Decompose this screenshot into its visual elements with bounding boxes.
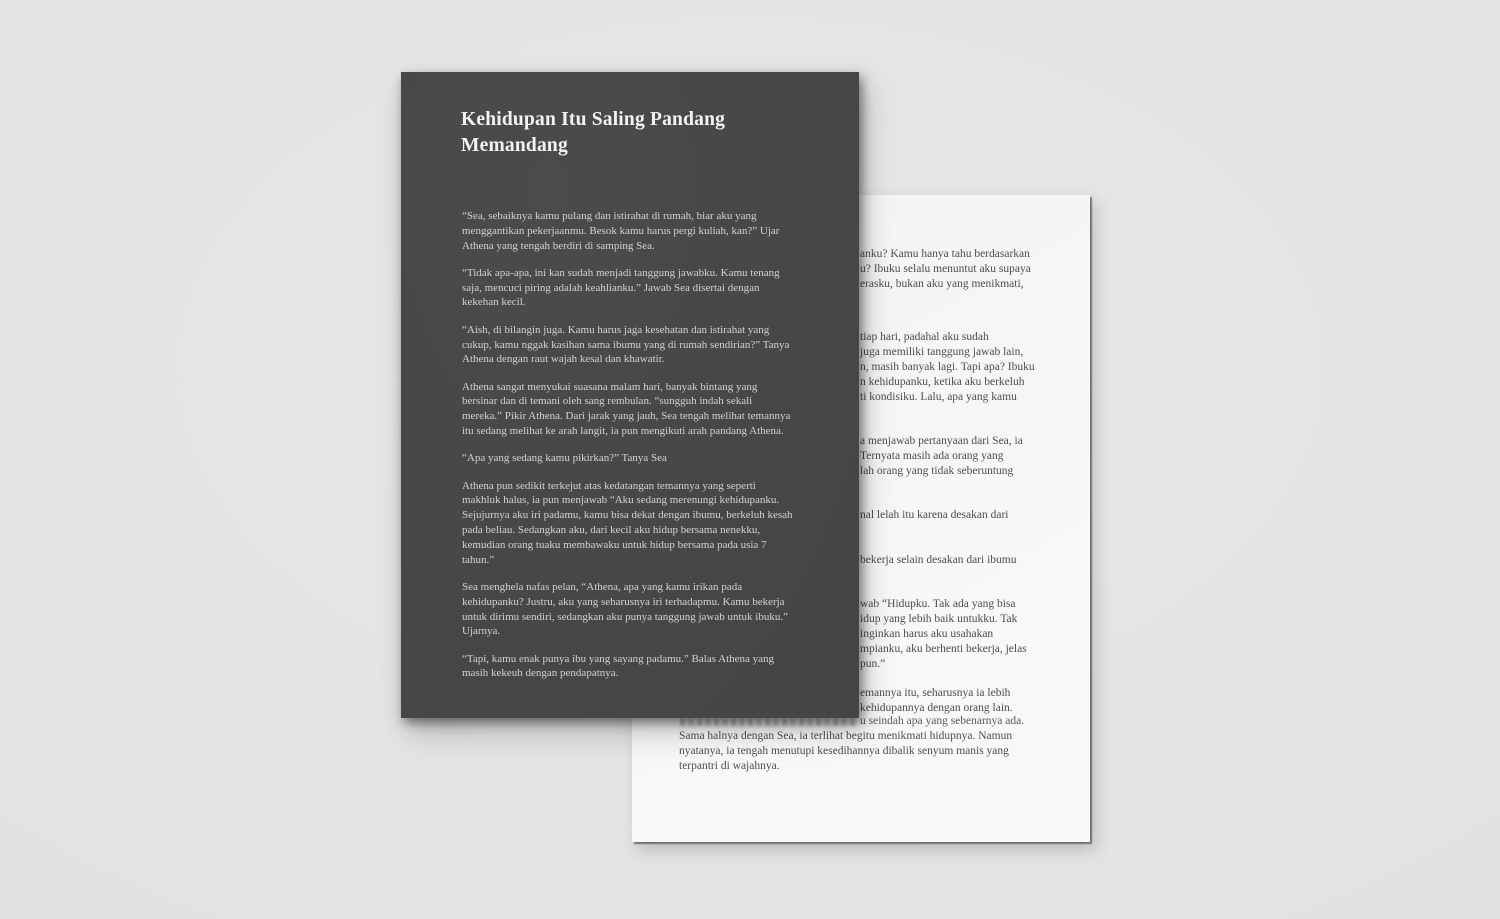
text-line: bersinar dan di temani oleh sang rembulan. “sungguh indah sekali — [462, 395, 753, 408]
shadow-line-fragment: u seindah apa yang sebenarnya ada. — [860, 715, 1025, 727]
front-page-title — [461, 107, 801, 159]
text-line: inginkan harus aku usahakan — [860, 628, 994, 640]
text-line: cukup, kamu nggak kasihan sama ibumu yang di rumah sendirian?” Tanya — [462, 338, 790, 351]
text-line: n kehidupanku, ketika aku berkeluh — [860, 376, 1025, 388]
text-line: erasku, bukan aku yang menikmati, — [860, 278, 1024, 290]
text-line: “Sea, sebaiknya kamu pulang dan istirahat di rumah, biar aku yang — [462, 210, 757, 222]
text-line: emannya itu, seharusnya ia lebih — [860, 687, 1011, 699]
text-line: kemudian orang tuaku membawaku untuk hidup bersama pada usia 7 — [462, 538, 767, 551]
text-line: Ujarnya. — [462, 625, 501, 638]
text-line: nyatanya, ia tengah menutupi kesedihannya dibalik senyum manis yang — [679, 745, 1009, 757]
text-line: saja, mencuci piring adalah keahlianku.” Jawab Sea disertai dengan — [462, 281, 760, 294]
fragment-group — [860, 597, 1027, 672]
text-line: Sea menghela nafas pelan, “Athena, apa yang kamu irikan pada — [462, 580, 743, 593]
text-line: menggantikan pekerjaanmu. Besok kamu harus pergi kuliah, kan?” Ujar — [462, 224, 780, 237]
front-page-body — [462, 209, 802, 694]
fragment-group — [860, 553, 1016, 568]
text-line: Ternyata masih ada orang yang — [860, 450, 1004, 462]
text-line: tiap hari, padahal aku sudah — [860, 331, 989, 343]
blurred-text-line — [680, 718, 858, 726]
text-line: Memandang — [461, 135, 568, 156]
fragment-group — [860, 330, 1035, 405]
text-line: a menjawab pertanyaan dari Sea, ia — [860, 435, 1023, 447]
fragment-group — [860, 434, 1023, 479]
text-line: u? Ibuku selalu menuntut aku supaya — [860, 263, 1031, 275]
text-line: juga memiliki tanggung jawab lain, — [860, 346, 1024, 358]
text-line: makhluk halus, ia pun menjawab “Aku sedang merenungi kehidupanku. — [462, 494, 780, 507]
paragraph — [462, 266, 802, 310]
text-line: Sama halnya dengan Sea, ia terlihat begitu menikmati hidupnya. Namun — [679, 730, 1013, 742]
text-line: masih kekeuh dengan pendapatnya. — [462, 667, 619, 680]
text-line: untuk dirimu sendiri, sedangkan aku punya tanggung jawab untuk ibuku.” — [462, 610, 788, 623]
text-line: “Apa yang sedang kamu pikirkan?” Tanya Sea — [462, 452, 667, 465]
paragraph — [462, 652, 802, 682]
text-line: terpantri di wajahnya. — [679, 760, 780, 772]
text-line: “Tapi, kamu enak punya ibu yang sayang padamu.” Balas Athena yang — [462, 652, 775, 665]
text-line: lah orang yang tidak seberuntung — [860, 465, 1014, 477]
text-line: anku? Kamu hanya tahu berdasarkan — [860, 248, 1030, 260]
text-line: mpianku, aku berhenti bekerja, jelas — [860, 643, 1027, 655]
fragment-group — [860, 508, 1008, 523]
text-line: Kehidupan Itu Saling Pandang — [461, 109, 726, 130]
text-line: “Aish, di bilangin juga. Kamu harus jaga kesehatan dan istirahat yang — [462, 323, 770, 336]
text-line: pun.” — [860, 658, 886, 670]
text-line: wab “Hidupku. Tak ada yang bisa — [860, 598, 1016, 610]
text-line: ti kondisiku. Lalu, apa yang kamu — [860, 391, 1017, 403]
text-line: itu sedang melihat ke arah langit, ia pun mengikuti arah pandang Athena. — [462, 425, 784, 438]
text-line: kehidupannya dengan orang lain. — [860, 702, 1013, 714]
text-line: Athena pun sedikit terkejut atas kedatangan temannya yang seperti — [462, 479, 756, 492]
text-line: Athena sangat menyukai suasana malam hari, banyak bintang yang — [462, 380, 758, 393]
text-line: nal lelah itu karena desakan dari — [860, 509, 1009, 521]
paragraph — [462, 380, 802, 439]
text-line: Athena dengan raut wajah kesal dan khawatir. — [462, 353, 665, 366]
text-line: Athena yang tengah berdiri di samping Sea. — [462, 239, 655, 252]
text-line: kekehan kecil. — [462, 296, 526, 309]
fragment-group — [860, 686, 1013, 716]
bottom-paragraph — [679, 729, 1012, 774]
text-line: bekerja selain desakan dari ibumu — [860, 554, 1017, 566]
text-line: Sejujurnya aku iri padamu, kamu bisa dekat dengan ibumu, berkeluh kesah — [462, 509, 793, 522]
text-line: kehidupanku? Justru, aku yang seharusnya iri terhadapmu. Kamu bekerja — [462, 595, 785, 608]
text-line: idup yang lebih baik untukku. Tak — [860, 613, 1018, 625]
front-page — [401, 72, 859, 718]
paragraph — [462, 580, 802, 639]
paragraph — [462, 479, 802, 568]
text-line: n, masih banyak lagi. Tapi apa? Ibuku — [860, 361, 1035, 373]
text-line: mereka.” Pikir Athena. Dari jarak yang jauh, Sea tengah melihat temannya — [462, 410, 791, 423]
paragraph — [462, 209, 802, 253]
text-line: pada beliau. Sedangkan aku, dari kecil aku hidup bersama nenekku, — [462, 524, 761, 537]
paragraph — [462, 451, 802, 466]
paragraph — [462, 323, 802, 367]
fragment-group — [860, 247, 1031, 292]
text-line: “Tidak apa-apa, ini kan sudah menjadi tanggung jawabku. Kamu tenang — [462, 266, 780, 279]
text-line: tahun.” — [462, 553, 495, 566]
